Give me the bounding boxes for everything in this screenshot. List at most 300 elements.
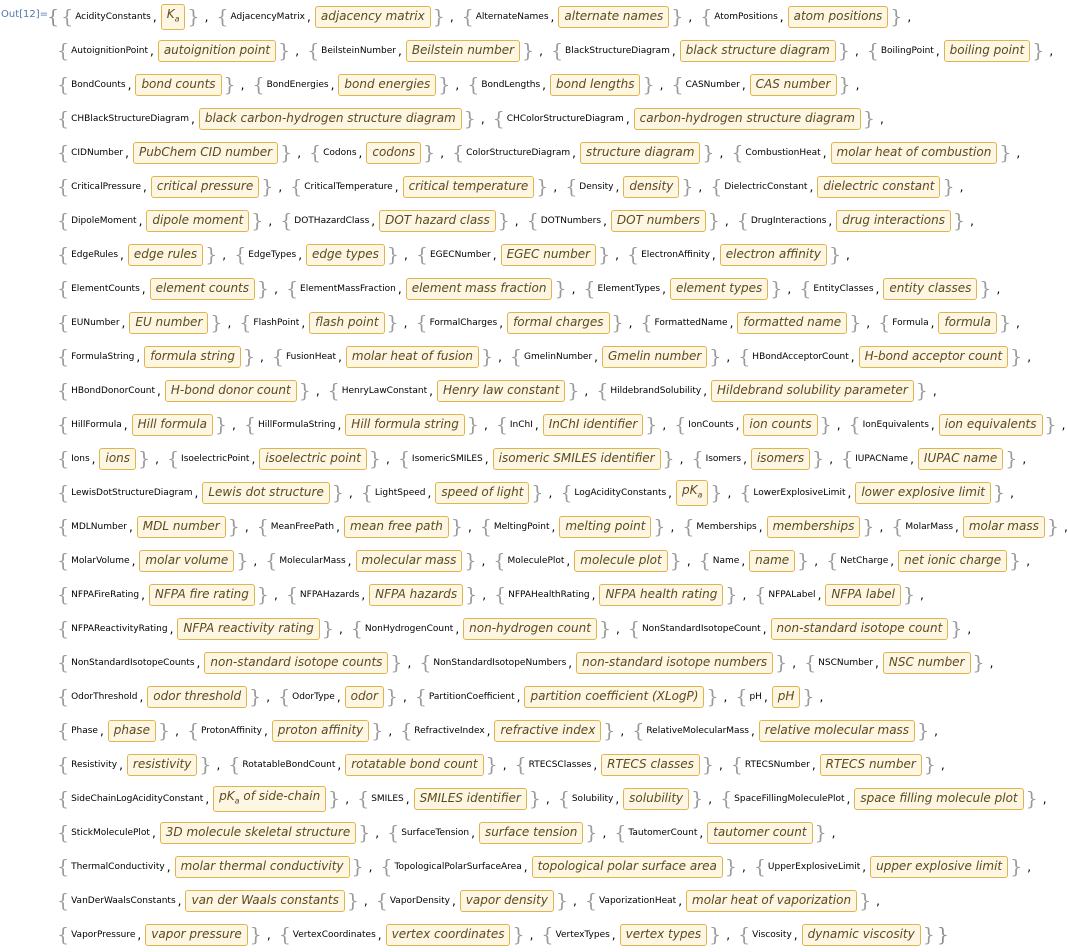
property-value-box[interactable]: element counts (150, 278, 255, 300)
property-value-box[interactable]: molar heat of fusion (346, 346, 479, 368)
association[interactable] (279, 204, 511, 238)
property-value-box[interactable]: formatted name (737, 312, 847, 334)
property-value-box[interactable]: IUPAC name (918, 448, 1003, 470)
association[interactable] (753, 578, 916, 612)
association[interactable] (56, 476, 345, 510)
assoc-close-brace: } (999, 142, 1012, 164)
list-comma: , (407, 656, 412, 670)
association[interactable] (56, 612, 335, 646)
property-value-box[interactable]: molar heat of combustion (831, 142, 998, 164)
key-separator: , (930, 316, 935, 330)
association[interactable] (734, 680, 815, 714)
association[interactable] (736, 204, 966, 238)
association[interactable] (166, 442, 382, 476)
list-comma: , (920, 588, 924, 602)
association[interactable] (418, 646, 788, 680)
property-key: NFPAFireRating (71, 590, 140, 600)
property-value-box[interactable]: Hildebrand solubility parameter (711, 380, 914, 402)
assoc-open-brace: { (526, 210, 539, 232)
association[interactable] (56, 408, 228, 442)
property-value-box[interactable]: RTECS number (820, 754, 922, 776)
association[interactable] (399, 714, 616, 748)
key-separator: , (625, 112, 630, 126)
property-value-box[interactable]: atom positions (788, 6, 889, 28)
association[interactable] (730, 748, 937, 782)
association[interactable] (56, 782, 341, 816)
association[interactable] (550, 34, 851, 68)
property-value-box[interactable]: 3D molecule skeletal structure (160, 822, 356, 844)
property-key: EdgeTypes (248, 250, 297, 260)
property-value-box[interactable]: density (623, 176, 679, 198)
association[interactable] (690, 442, 825, 476)
list-comma: , (814, 554, 819, 568)
assoc-open-brace: { (57, 108, 70, 130)
property-value-box[interactable]: ions (99, 448, 136, 470)
property-value-box[interactable]: non-standard isotope counts (204, 652, 388, 674)
association[interactable] (557, 782, 704, 816)
property-value-box[interactable]: NFPA label (825, 584, 901, 606)
association[interactable] (526, 204, 721, 238)
association[interactable] (866, 34, 1046, 68)
association[interactable] (56, 68, 237, 102)
list-comma: , (514, 214, 519, 228)
association[interactable] (227, 748, 498, 782)
association[interactable] (56, 204, 264, 238)
property-value-box[interactable]: formal charges (507, 312, 609, 334)
property-value-box[interactable]: refractive index (494, 720, 601, 742)
assoc-close-brace: } (368, 448, 381, 470)
assoc-close-brace: } (536, 176, 549, 198)
property-value-box[interactable]: formula (938, 312, 996, 334)
property-value-box[interactable]: pH (772, 686, 801, 708)
property-value-box[interactable]: NSC number (883, 652, 971, 674)
property-value-box[interactable]: adjacency matrix (315, 6, 431, 28)
association[interactable] (56, 102, 477, 136)
association[interactable] (466, 68, 655, 102)
property-value-box[interactable]: codons (366, 142, 421, 164)
list-comma: , (723, 690, 728, 704)
property-value-box[interactable]: bond counts (135, 74, 221, 96)
association[interactable] (564, 170, 694, 204)
association[interactable] (397, 442, 676, 476)
property-value-box[interactable]: $pK_a$ of side-chain (213, 786, 326, 812)
association[interactable] (559, 476, 723, 510)
property-value-box[interactable]: SMILES identifier (414, 788, 527, 810)
property-value-box[interactable]: molar heat of vaporization (686, 890, 857, 912)
property-value-box[interactable]: net ionic charge (898, 550, 1007, 572)
property-value-box[interactable]: non-hydrogen count (463, 618, 597, 640)
key-separator: , (177, 894, 182, 908)
association[interactable] (595, 374, 929, 408)
property-value-box[interactable]: critical temperature (403, 176, 535, 198)
property-value-box[interactable]: proton affinity (272, 720, 369, 742)
property-value-box[interactable]: black carbon-hydrogen structure diagram (199, 108, 462, 130)
property-value-box[interactable]: resistivity (127, 754, 197, 776)
assoc-open-brace: { (848, 414, 861, 436)
property-value-box[interactable]: edge rules (128, 244, 203, 266)
association[interactable] (360, 476, 545, 510)
property-value-box[interactable]: electron affinity (720, 244, 827, 266)
association[interactable] (56, 238, 218, 272)
assoc-close-brace: } (662, 448, 675, 470)
association[interactable] (414, 306, 624, 340)
key-separator: , (817, 588, 822, 602)
association[interactable] (56, 374, 312, 408)
association[interactable] (386, 816, 598, 850)
association[interactable] (877, 306, 1012, 340)
property-value-box[interactable]: upper explosive limit (870, 856, 1008, 878)
association[interactable] (251, 68, 451, 102)
association[interactable] (56, 34, 291, 68)
property-key: NonHydrogenCount (364, 624, 454, 634)
property-value-box[interactable]: partition coefficient (XLogP) (524, 686, 704, 708)
property-value-box[interactable]: critical pressure (151, 176, 259, 198)
property-value-box[interactable]: Beilstein number (406, 40, 520, 62)
property-key: BlackStructureDiagram (565, 46, 670, 56)
association[interactable] (375, 884, 569, 918)
association[interactable] (308, 136, 436, 170)
assoc-close-brace: } (642, 74, 655, 96)
property-value-box[interactable]: DOT numbers (611, 210, 706, 232)
assoc-close-brace: } (1025, 788, 1038, 810)
property-value-box[interactable]: space filling molecule plot (854, 788, 1023, 810)
property-value-box[interactable]: bond lengths (550, 74, 641, 96)
property-value-box[interactable]: ion counts (743, 414, 817, 436)
association[interactable] (584, 884, 872, 918)
association[interactable] (738, 476, 1006, 510)
association[interactable] (479, 510, 667, 544)
property-value-box[interactable]: molar mass (963, 516, 1045, 538)
property-value-box[interactable]: element mass fraction (406, 278, 553, 300)
property-value-box[interactable]: NFPA fire rating (149, 584, 255, 606)
assoc-open-brace: { (57, 924, 70, 946)
property-value-box[interactable]: van der Waals constants (185, 890, 344, 912)
association[interactable] (681, 510, 875, 544)
property-value-box[interactable]: molar thermal conductivity (175, 856, 350, 878)
property-value-box[interactable]: odor threshold (147, 686, 247, 708)
output-row (46, 680, 976, 714)
association[interactable] (186, 714, 384, 748)
property-value-box[interactable]: relative molecular mass (759, 720, 915, 742)
property-value-box[interactable]: molar volume (139, 550, 234, 572)
property-value-box[interactable]: Hill formula (132, 414, 213, 436)
property-key: CriticalPressure (71, 182, 142, 192)
property-value-box[interactable]: dielectric constant (817, 176, 940, 198)
property-value-box[interactable]: isoelectric point (259, 448, 367, 470)
property-key: VaporizationHeat (598, 896, 677, 906)
association[interactable] (356, 782, 542, 816)
association[interactable] (848, 408, 1058, 442)
property-value-box[interactable]: alternate names (558, 6, 669, 28)
property-value-box[interactable]: boiling point (944, 40, 1031, 62)
list-comma: , (996, 282, 1001, 296)
association[interactable] (327, 374, 581, 408)
association[interactable] (492, 102, 876, 136)
property-key: FusionHeat (285, 352, 337, 362)
property-value-box[interactable]: dynamic viscosity (802, 924, 921, 946)
association[interactable] (271, 340, 494, 374)
property-value-box[interactable]: NFPA reactivity rating (177, 618, 319, 640)
association[interactable] (698, 544, 811, 578)
property-key: IonCounts (688, 420, 734, 430)
property-value-box[interactable]: EU number (129, 312, 208, 334)
property-value-box[interactable]: black structure diagram (680, 40, 836, 62)
association[interactable] (56, 748, 212, 782)
association[interactable] (890, 510, 1060, 544)
property-value-box[interactable]: MDL number (137, 516, 226, 538)
property-value-box[interactable]: non-standard isotope numbers (576, 652, 773, 674)
assoc-close-brace: } (953, 210, 966, 232)
association[interactable] (277, 680, 399, 714)
property-value-box[interactable]: element types (670, 278, 768, 300)
key-separator: , (251, 452, 256, 466)
key-separator: , (141, 282, 146, 296)
association[interactable] (737, 918, 936, 952)
association[interactable] (627, 612, 964, 646)
assoc-open-brace: { (731, 142, 744, 164)
property-value-box[interactable]: H-bond acceptor count (859, 346, 1009, 368)
association[interactable] (243, 408, 480, 442)
key-separator: , (471, 826, 475, 840)
property-value-box[interactable]: EGEC number (501, 244, 597, 266)
key-separator: , (741, 554, 746, 568)
property-value-box[interactable]: Gmelin number (602, 346, 707, 368)
property-key: CriticalTemperature (304, 182, 393, 192)
association[interactable] (379, 850, 738, 884)
association[interactable] (56, 510, 241, 544)
property-key: HillFormula (71, 420, 122, 430)
association[interactable] (670, 68, 851, 102)
property-key: NonStandardIsotopeCount (641, 624, 761, 634)
output-row (46, 238, 976, 272)
property-value-box[interactable]: Henry law constant (437, 380, 565, 402)
property-value-box[interactable]: melting point (559, 516, 651, 538)
association[interactable] (56, 170, 274, 204)
association[interactable] (803, 646, 986, 680)
list-comma: , (402, 690, 407, 704)
property-value-box[interactable]: drug interactions (836, 210, 951, 232)
list-comma: , (688, 10, 693, 24)
property-value-box[interactable]: tautomer count (707, 822, 812, 844)
property-value-box[interactable]: CAS number (750, 74, 837, 96)
key-separator: , (125, 146, 129, 160)
property-value-box[interactable]: carbon-hydrogen structure diagram (634, 108, 861, 130)
property-value-box[interactable]: speed of light (435, 482, 529, 504)
association[interactable] (451, 136, 715, 170)
property-value-box[interactable]: odor (345, 686, 384, 708)
property-value-box[interactable]: DOT hazard class (379, 210, 496, 232)
key-separator: , (336, 690, 341, 704)
property-value-box[interactable]: non-standard isotope count (771, 618, 949, 640)
association[interactable] (719, 782, 1039, 816)
property-value-box[interactable]: isomeric SMILES identifier (493, 448, 661, 470)
property-value-box[interactable]: PubChem CID number (133, 142, 278, 164)
assoc-open-brace: { (730, 754, 743, 776)
property-value-box[interactable]: surface tension (479, 822, 583, 844)
list-comma: , (222, 248, 227, 262)
property-value-box[interactable]: topological polar surface area (532, 856, 723, 878)
association[interactable] (56, 884, 360, 918)
association[interactable] (461, 0, 685, 34)
association[interactable] (492, 544, 682, 578)
property-value-box[interactable]: dipole moment (146, 210, 249, 232)
association[interactable] (56, 578, 270, 612)
association[interactable] (840, 442, 1018, 476)
list-comma: , (708, 792, 713, 806)
list-comma: , (483, 418, 488, 432)
property-value-box[interactable]: phase (108, 720, 156, 742)
association[interactable] (306, 34, 535, 68)
property-key: Isomers (705, 454, 742, 464)
property-value-box[interactable]: vapor pressure (145, 924, 248, 946)
key-separator: , (743, 452, 747, 466)
property-value-box[interactable]: $K_a$ (161, 4, 186, 30)
property-value-box[interactable]: solubility (623, 788, 689, 810)
association[interactable] (56, 918, 263, 952)
association[interactable] (737, 340, 1023, 374)
assoc-open-brace: { (280, 210, 293, 232)
association[interactable] (673, 408, 833, 442)
association[interactable] (56, 646, 404, 680)
association[interactable] (730, 136, 1012, 170)
association[interactable] (613, 816, 827, 850)
property-value-box[interactable]: rotatable bond count (345, 754, 483, 776)
assoc-close-brace: } (528, 788, 541, 810)
association[interactable] (582, 272, 783, 306)
association[interactable] (493, 578, 738, 612)
assoc-open-brace: { (57, 312, 70, 334)
assoc-open-brace: { (891, 516, 904, 538)
association[interactable] (285, 578, 478, 612)
association[interactable] (215, 0, 445, 34)
property-value-box[interactable]: flash point (309, 312, 384, 334)
property-value-box[interactable]: $pK_a$ (676, 480, 708, 506)
assoc-close-brace: } (917, 720, 930, 742)
property-value-box[interactable]: vertex types (620, 924, 707, 946)
list-comma: , (204, 10, 209, 24)
association[interactable] (56, 340, 256, 374)
property-value-box[interactable]: Lewis dot structure (202, 482, 329, 504)
association[interactable] (639, 306, 862, 340)
property-value-box[interactable]: ion equivalents (939, 414, 1043, 436)
assoc-close-brace: } (321, 618, 334, 640)
property-value-box[interactable]: lower explosive limit (855, 482, 991, 504)
association[interactable] (56, 272, 270, 306)
output-row (46, 306, 1020, 340)
association[interactable] (626, 238, 842, 272)
key-separator: , (711, 248, 716, 262)
association[interactable] (264, 544, 477, 578)
association[interactable] (631, 714, 930, 748)
property-value-box[interactable]: bond energies (338, 74, 436, 96)
property-value-box[interactable]: memberships (767, 516, 861, 538)
association[interactable] (699, 0, 903, 34)
association[interactable] (60, 0, 200, 34)
association[interactable] (56, 850, 365, 884)
association[interactable] (825, 544, 1022, 578)
list-comma: , (232, 418, 236, 432)
list-comma: , (573, 894, 577, 908)
association[interactable] (256, 510, 464, 544)
association[interactable] (278, 918, 526, 952)
association[interactable] (414, 680, 720, 714)
property-value-box[interactable]: structure diagram (580, 142, 700, 164)
property-value-box[interactable]: vertex coordinates (386, 924, 511, 946)
property-value-box[interactable]: H-bond donor count (165, 380, 297, 402)
assoc-open-brace: { (252, 74, 265, 96)
association[interactable] (514, 748, 715, 782)
association[interactable] (350, 612, 612, 646)
key-separator: , (337, 758, 342, 772)
property-value-box[interactable]: molecular mass (356, 550, 463, 572)
association[interactable] (56, 816, 371, 850)
key-separator: , (301, 316, 306, 330)
list-comma: , (240, 78, 245, 92)
association[interactable] (709, 170, 955, 204)
property-value-box[interactable]: NFPA hazards (369, 584, 463, 606)
assoc-close-brace: } (1005, 448, 1018, 470)
property-value-box[interactable]: mean free path (344, 516, 449, 538)
list-comma: , (616, 622, 620, 636)
property-value-box[interactable]: autoignition point (158, 40, 276, 62)
property-value-box[interactable]: formula string (144, 346, 241, 368)
list-comma: , (529, 928, 534, 942)
property-value-box[interactable]: RTECS classes (601, 754, 700, 776)
property-value-box[interactable]: molecule plot (574, 550, 667, 572)
association[interactable] (56, 136, 293, 170)
assoc-open-brace: { (57, 822, 70, 844)
output-row (46, 102, 976, 136)
association[interactable] (56, 306, 223, 340)
association[interactable] (56, 680, 262, 714)
assoc-open-brace: { (285, 584, 298, 606)
association[interactable] (289, 170, 549, 204)
association[interactable] (415, 238, 611, 272)
assoc-open-brace: { (674, 414, 687, 436)
assoc-open-brace: { (799, 278, 812, 300)
property-value-box[interactable]: edge types (306, 244, 385, 266)
property-key: CombustionHeat (745, 148, 821, 158)
property-value-box[interactable]: isomers (751, 448, 810, 470)
association[interactable] (238, 306, 399, 340)
association[interactable] (509, 340, 722, 374)
assoc-open-brace: { (415, 312, 428, 334)
association[interactable] (233, 238, 400, 272)
property-value-box[interactable]: NFPA health rating (599, 584, 723, 606)
assoc-open-brace: { (243, 414, 256, 436)
association[interactable] (540, 918, 722, 952)
association[interactable] (56, 714, 171, 748)
association[interactable] (285, 272, 568, 306)
association[interactable] (753, 850, 1023, 884)
list-comma: , (628, 316, 633, 330)
list-comma: , (670, 520, 675, 534)
association[interactable] (798, 272, 992, 306)
association[interactable] (56, 544, 249, 578)
property-key: LightSpeed (374, 488, 426, 498)
property-value-box[interactable]: InChI identifier (543, 414, 644, 436)
assoc-open-brace: { (739, 482, 752, 504)
property-value-box[interactable]: entity classes (883, 278, 977, 300)
property-value-box[interactable]: name (749, 550, 795, 572)
assoc-close-brace: } (522, 40, 535, 62)
key-separator: , (358, 146, 363, 160)
association[interactable] (56, 442, 151, 476)
property-value-box[interactable]: Hill formula string (345, 414, 465, 436)
property-value-box[interactable]: vapor density (460, 890, 554, 912)
association[interactable] (495, 408, 659, 442)
property-key: EntityClasses (813, 284, 874, 294)
